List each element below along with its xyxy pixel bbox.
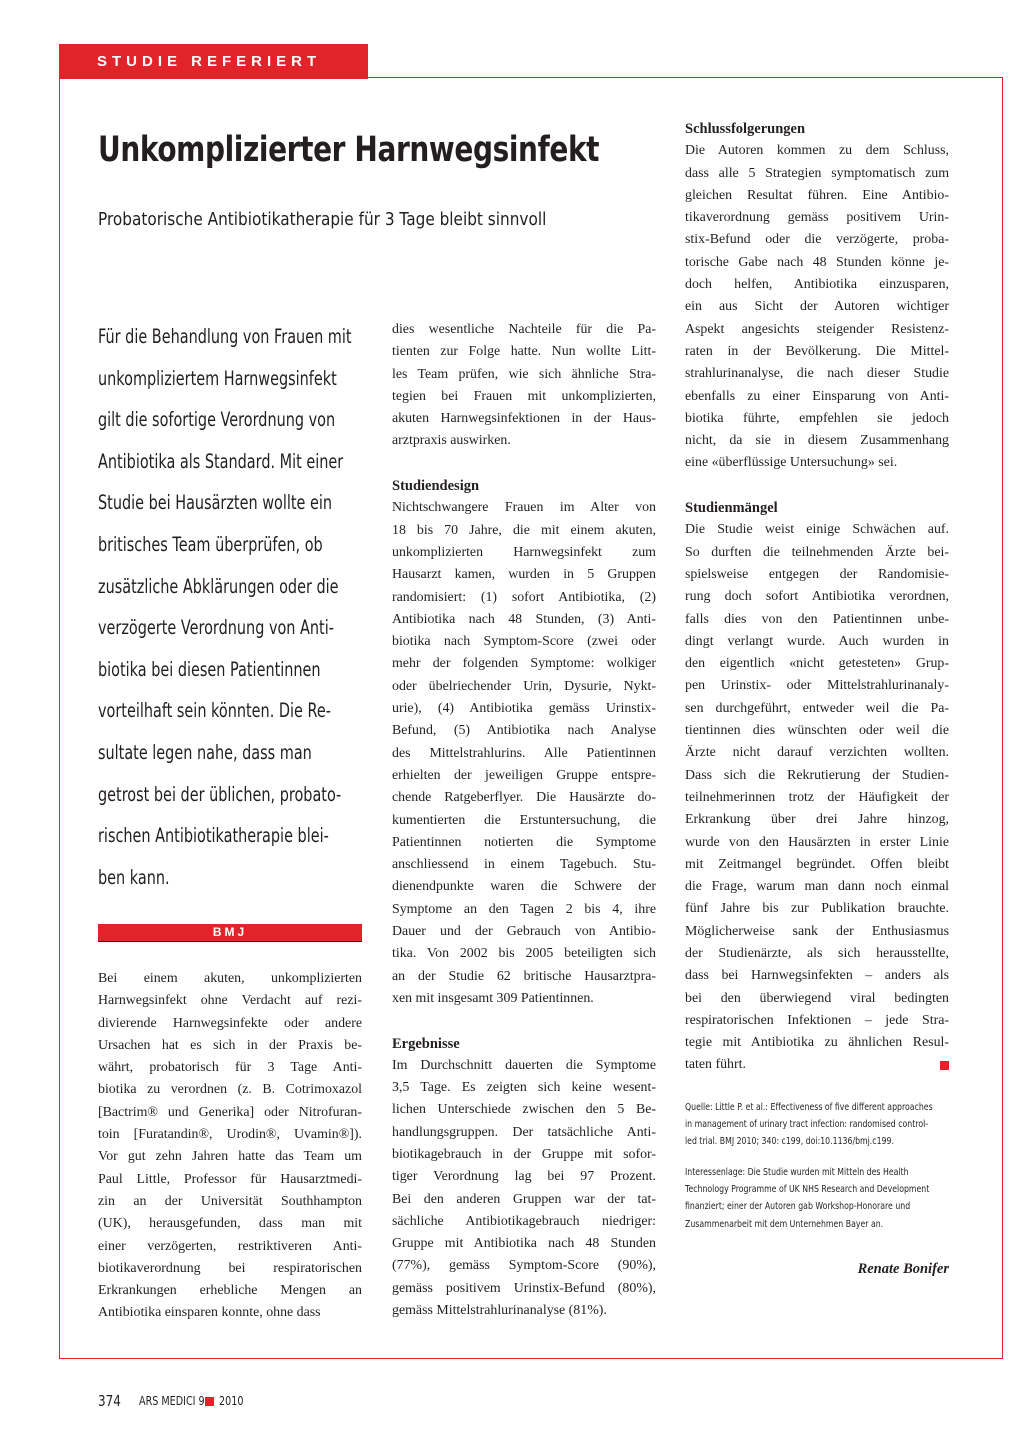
text-line: der Studienärzte, als sich herausstellte,	[685, 945, 949, 961]
text-line: eine «überflüssige Untersuchung» sei.	[685, 455, 898, 471]
text-line: rung doch sofort Antibiotika verordnen,	[685, 589, 949, 605]
text-line: 3,5 Tage. Es zeigten sich keine wesent-	[392, 1080, 656, 1096]
text-line: Dass sich die Rekrutierung der Studien-	[685, 767, 949, 783]
page-footer	[98, 1392, 249, 1410]
column-1	[98, 968, 362, 1325]
text-line: oder übelriechender Urin, Dysurie, Nykt-	[392, 678, 656, 694]
text-line: des Mittelstrahlurins. Alle Patientinnen	[392, 745, 656, 761]
text-line: So durften die teilnehmenden Ärzte bei-	[685, 544, 949, 560]
text-line: xen mit insgesamt 309 Patientinnen.	[392, 990, 594, 1006]
text-line: tientinnen dies wünschten oder weil die	[685, 723, 949, 739]
text-line: randomisiert: (1) sofort Antibiotika, (2)	[392, 589, 656, 605]
text-line: erhielten der jeweiligen Gruppe entspre-	[392, 767, 656, 783]
text-line: Aspekt angesichts steigender Resistenz-	[685, 321, 949, 337]
text-line: währt, probatorisch für 3 Tage Anti-	[98, 1060, 362, 1076]
text-line: chende Ratgeberflyer. Die Hausärzte do-	[392, 790, 656, 806]
studienmaengel-paragraph	[685, 519, 949, 1076]
text-line: Erkrankung über drei Jahre hinzog,	[685, 812, 949, 828]
studiendesign-heading: Studiendesign	[392, 478, 480, 495]
text-line: les Team prüfen, wie sich ähnliche Stra-	[392, 366, 656, 382]
small-print-line: Interessenlage: Die Studie wurden mit Mitteln des Health	[685, 1167, 909, 1178]
text-line: stix-Befund oder die verzögerte, proba-	[685, 232, 949, 248]
text-line: tikaverordnung gemäss positivem Urin-	[685, 210, 949, 226]
text-line: doch helfen, Antibiotika einzusparen,	[685, 277, 949, 293]
text-line: Antibiotika einsparen konnte, ohne dass	[98, 1305, 321, 1321]
text-line: biotika zu verordnen (z. B. Cotrimoxazol	[98, 1082, 362, 1098]
studienmaengel-heading: Studienmängel	[685, 500, 778, 517]
studiendesign-paragraph	[392, 497, 656, 1010]
lead-line: vorteilhaft sein könnten. Die Re-	[98, 699, 331, 723]
text-line: unkomplizierten Harnwegsinfekt zum	[392, 544, 656, 560]
lead-line: verzögerte Verordnung von Anti-	[98, 616, 334, 640]
text-line: tegien bei Frauen mit unkomplizierten,	[392, 388, 656, 404]
text-line: Ärzte nicht darauf verzichten wollten.	[685, 745, 949, 761]
text-line: (UK), herausgefunden, dass man mit	[98, 1216, 362, 1232]
lead-line: rischen Antibiotikatherapie blei-	[98, 824, 329, 848]
text-line: anschliessend in einem Tagebuch. Stu-	[392, 857, 656, 873]
small-print-line: in management of urinary tract infection: randomised control-	[685, 1119, 929, 1131]
text-line: tiger Verordnung lag bei 97 Prozent.	[392, 1169, 656, 1185]
column-3	[685, 118, 949, 1077]
source-reference	[685, 1099, 949, 1151]
text-line: handlungsgruppen. Der tatsächliche Anti-	[392, 1124, 656, 1140]
magazine-name: ARS MEDICI 9	[138, 1394, 205, 1408]
column-2	[392, 319, 656, 1322]
text-line: toin [Furatandin®, Urodin®, Uvamin®]).	[98, 1127, 362, 1143]
text-line: Harnwegsinfekt ohne Verdacht auf rezi-	[98, 993, 362, 1009]
intro-continued-paragraph	[392, 319, 656, 453]
text-line: Erkrankungen erhebliche Mengen an	[98, 1283, 362, 1299]
text-line: biotikagebrauch in der Gruppe mit sofor-	[392, 1146, 656, 1162]
article-subtitle: Probatorische Antibiotikatherapie für 3 Tage bleibt sinnvoll	[98, 209, 547, 230]
text-line: Möglicherweise sank der Enthusiasmus	[685, 923, 949, 939]
author-name: Renate Bonifer	[857, 1261, 949, 1277]
text-line: Nichtschwangere Frauen im Alter von	[392, 500, 656, 516]
page-number: 374	[98, 1392, 121, 1410]
text-line: teilnehmerinnen trotz der Häufigkeit der	[685, 789, 949, 805]
article-title: Unkomplizierter Harnwegsinfekt	[98, 130, 600, 170]
text-line: gemäss positivem Urinstix-Befund (80%),	[392, 1280, 656, 1296]
text-line: akuten Harnwegsinfektionen in der Haus-	[392, 411, 656, 427]
text-line: gemäss Mittelstrahlurinanalyse (81%).	[392, 1303, 607, 1319]
lead-line: britisches Team überprüfen, ob	[98, 532, 323, 556]
text-line: pen Urinstix- oder Mittelstrahlurinanaly-	[685, 678, 949, 694]
text-line: tika. Von 2002 bis 2005 beteiligten sich	[392, 946, 656, 962]
text-line: biotika führte, empfehlen sie jedoch	[685, 410, 949, 426]
text-line: einer verzögerten, restriktiveren Anti-	[98, 1238, 362, 1254]
text-line: dass alle 5 Strategien symptomatisch zum	[685, 165, 949, 181]
text-line: Patientinnen notierten die Symptome	[392, 834, 656, 850]
text-line: mehr der folgenden Symptome: wolkiger	[392, 656, 656, 672]
text-line: bei den überwiegend viral bedingten	[685, 990, 949, 1006]
ergebnisse-paragraph	[392, 1055, 656, 1323]
text-line: ein aus Sicht der Autoren wichtiger	[685, 299, 949, 315]
ergebnisse-heading: Ergebnisse	[392, 1035, 460, 1052]
lead-line: unkompliziertem Harnwegsinfekt	[98, 366, 337, 390]
text-line: dass bei Harnwegsinfekten – anders als	[685, 968, 949, 984]
text-line: sächliche Antibiotikagebrauch niedriger:	[392, 1213, 656, 1229]
lead-line: zusätzliche Abklärungen oder die	[98, 574, 339, 598]
text-line: ebenfalls zu einer Einsparung von Anti-	[685, 388, 949, 404]
text-line: tienten zur Folge hatte. Nun wollte Litt-	[392, 344, 656, 360]
text-line: lichen Unterschiede zwischen den 5 Be-	[392, 1102, 656, 1118]
small-print-line: led trial. BMJ 2010; 340: c199, doi:10.1136/bmj.c199.	[685, 1136, 894, 1148]
text-line: an der Studie 62 britische Hausarztpra-	[392, 968, 656, 984]
lead-line: Studie bei Hausärzten wollte ein	[98, 491, 333, 515]
text-line: Gruppe mit Antibiotika nach 48 Stunden	[392, 1236, 656, 1252]
text-line: sen durchgeführt, entweder weil die Pa-	[685, 700, 949, 716]
text-line: Antibiotika nach 48 Stunden, (3) Anti-	[392, 611, 656, 627]
text-line: Ursachen hat es sich in der Praxis be-	[98, 1037, 362, 1053]
lead-line: getrost bei der üblichen, probato-	[98, 782, 342, 806]
text-line: Symptome an den Tagen 2 bis 4, ihre	[392, 901, 656, 917]
small-print-line: Zusammenarbeit mit dem Unternehmen Bayer an.	[685, 1218, 884, 1230]
text-line: nicht, da sie in diesem Zusammenhang	[685, 433, 949, 449]
text-line: strahlurinanalyse, die nach dieser Studie	[685, 366, 949, 382]
schlussfolgerungen-heading: Schlussfolgerungen	[685, 121, 806, 137]
lead-line: gilt die sofortige Verordnung von	[98, 408, 336, 432]
text-line: kumentierten die Erstuntersuchung, die	[392, 812, 656, 828]
lead-line: sultate legen nahe, dass man	[98, 740, 312, 764]
text-line: (77%), gemäss Symptom-Score (90%),	[392, 1258, 656, 1274]
small-print-line: Quelle: Little P. et al.: Effectiveness of five different approaches	[685, 1102, 933, 1113]
lead-line: Für die Behandlung von Frauen mit	[98, 325, 352, 348]
text-line: respiratorischen Infektionen – jede Stra-	[685, 1012, 949, 1028]
text-line: Die Autoren kommen zu dem Schluss,	[685, 143, 949, 159]
intro-paragraph	[98, 968, 362, 1325]
text-line: 18 bis 70 Jahre, die mit einem akuten,	[392, 522, 656, 538]
text-line: raten in der Bevölkerung. Die Mittel-	[685, 343, 949, 359]
text-line: [Bactrim® und Generika] oder Nitrofuran-	[98, 1104, 362, 1120]
source-tag: BMJ	[98, 924, 362, 942]
text-line: arztpraxis auswirken.	[392, 433, 511, 449]
end-square-icon	[940, 1061, 949, 1070]
lead-line: ben kann.	[98, 865, 170, 889]
text-line: biotikaverordnung bei respiratorischen	[98, 1260, 362, 1276]
issue-year: 2010	[218, 1394, 244, 1408]
text-line: dingt verlangt wurde. Auch wurden in	[685, 633, 949, 649]
text-line: fünf Jahre bis zur Publikation brauchte.	[685, 901, 949, 917]
text-line: Befund, (5) Antibiotika nach Analyse	[392, 723, 656, 739]
text-line: torische Gabe nach 48 Stunden könne je-	[685, 254, 949, 270]
text-line: Paul Little, Professor für Hausarztmedi-	[98, 1171, 362, 1187]
text-line: tegie mit Antibiotika zu ähnlichen Resul-	[685, 1035, 949, 1051]
text-line: falls dies von den Patientinnen unbe-	[685, 611, 949, 627]
text-line: biotika nach Symptom-Score (zwei oder	[392, 634, 656, 650]
small-print-line: finanziert; einer der Autoren gab Workshop-Honorare und	[685, 1201, 911, 1213]
schlussfolgerungen-paragraph	[685, 140, 949, 474]
conflict-of-interest	[685, 1164, 949, 1233]
text-line: dienendpunkte waren die Schwere der	[392, 879, 656, 895]
text-line: dies wesentliche Nachteile für die Pa-	[392, 322, 656, 337]
text-line: taten führt.	[685, 1054, 949, 1076]
text-line: Dauer und der Gebrauch von Antibio-	[392, 924, 656, 940]
text-line: divierende Harnwegsinfekte oder andere	[98, 1015, 362, 1031]
text-line: die Frage, warum man dann noch einmal	[685, 879, 949, 895]
text-line: Bei einem akuten, unkomplizierten	[98, 971, 362, 986]
text-line: spielsweise entgegen der Randomisie-	[685, 566, 949, 582]
text-line: gleichen Resultat führen. Eine Antibio-	[685, 187, 949, 203]
text-line: Im Durchschnitt dauerten die Symptome	[392, 1057, 656, 1073]
text-line: Die Studie weist einige Schwächen auf.	[685, 522, 949, 538]
section-tab: STUDIE REFERIERT	[59, 44, 368, 79]
text-line: den eigentlich «nicht getesteten» Grup-	[685, 656, 949, 672]
text-line: Vor gut zehn Jahren hatte das Team um	[98, 1149, 362, 1165]
footer-square-icon	[205, 1397, 214, 1406]
text-line: Hausarzt kamen, wurden in 5 Gruppen	[392, 567, 656, 583]
lead-line: Antibiotika als Standard. Mit einer	[98, 449, 344, 473]
lead-line: biotika bei diesen Patientinnen	[98, 657, 321, 681]
text-line: Bei den anderen Gruppen war der tat-	[392, 1191, 656, 1207]
small-print-line: Technology Programme of UK NHS Research and Development	[685, 1184, 930, 1196]
text-line: wurde von den Hausärzten in erster Linie	[685, 834, 949, 850]
text-line: zin an der Universität Southhampton	[98, 1193, 362, 1209]
text-line: urie), (4) Antibiotika gemäss Urinstix-	[392, 701, 656, 717]
text-line: mit Zeitmangel begründet. Offen bleibt	[685, 856, 949, 872]
